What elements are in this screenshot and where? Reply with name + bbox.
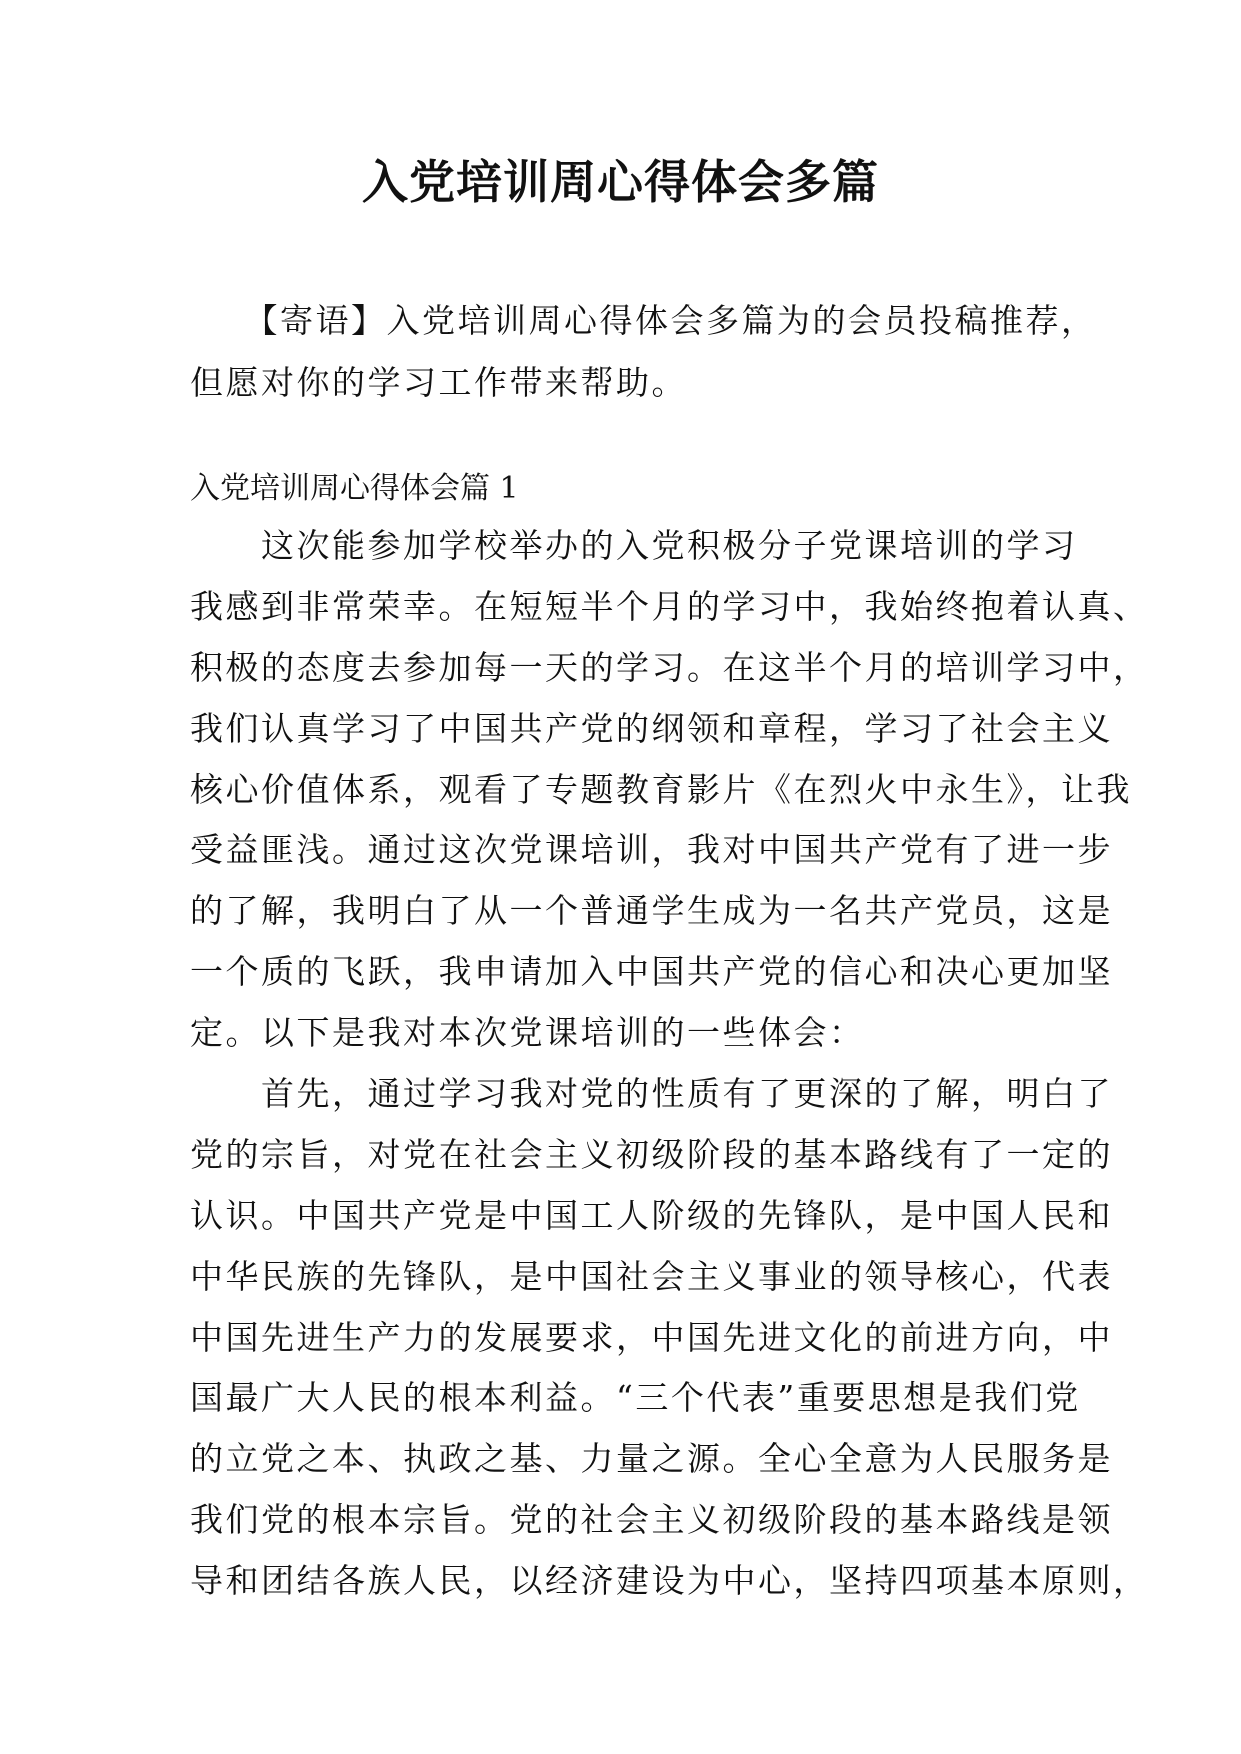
intro-line: 但愿对你的学习工作带来帮助。 — [190, 363, 687, 402]
body-text — [190, 516, 1149, 1612]
section-heading: 入党培训周心得体会篇 1 — [190, 471, 519, 506]
body-line: 这次能参加学校举办的入党积极分子党课培训的学习 — [190, 526, 1078, 565]
body-line: 核心价值体系，观看了专题教育影片《在烈火中永生》，让我 — [190, 769, 1132, 809]
body-line: 的了解，我明白了从一个普通学生成为一名共产党员，这是 — [190, 891, 1113, 931]
intro-line: 【寄语】入党培训周心得体会多篇为的会员投稿推荐， — [190, 301, 1097, 340]
body-line: 我们认真学习了中国共产党的纲领和章程，学习了社会主义 — [190, 708, 1113, 748]
body-line: 首先，通过学习我对党的性质有了更深的了解，明白了 — [190, 1074, 1113, 1114]
body-line: 积极的态度去参加每一天的学习。在这半个月的培训学习中， — [190, 647, 1149, 687]
intro-paragraph — [190, 290, 1097, 414]
body-line: 我们党的根本宗旨。党的社会主义初级阶段的基本路线是领 — [190, 1500, 1113, 1540]
body-line: 中华民族的先锋队，是中国社会主义事业的领导核心，代表 — [190, 1256, 1113, 1296]
document-title: 入党培训周心得体会多篇 — [362, 155, 879, 209]
body-line: 党的宗旨，对党在社会主义初级阶段的基本路线有了一定的 — [190, 1134, 1113, 1174]
body-line: 国最广大人民的根本利益。“三个代表”重要思想是我们党 — [190, 1378, 1081, 1418]
body-line: 一个质的飞跃，我申请加入中国共产党的信心和决心更加坚 — [190, 952, 1113, 992]
body-line: 定。以下是我对本次党课培训的一些体会： — [190, 1013, 865, 1053]
body-line: 认识。中国共产党是中国工人阶级的先锋队，是中国人民和 — [190, 1195, 1113, 1235]
body-line: 的立党之本、执政之基、力量之源。全心全意为人民服务是 — [190, 1439, 1113, 1479]
body-line: 导和团结各族人民，以经济建设为中心，坚持四项基本原则， — [190, 1561, 1149, 1601]
body-line: 我感到非常荣幸。在短短半个月的学习中，我始终抱着认真、 — [190, 586, 1149, 626]
body-line: 中国先进生产力的发展要求，中国先进文化的前进方向，中 — [190, 1317, 1113, 1357]
body-line: 受益匪浅。通过这次党课培训，我对中国共产党有了进一步 — [190, 830, 1113, 870]
